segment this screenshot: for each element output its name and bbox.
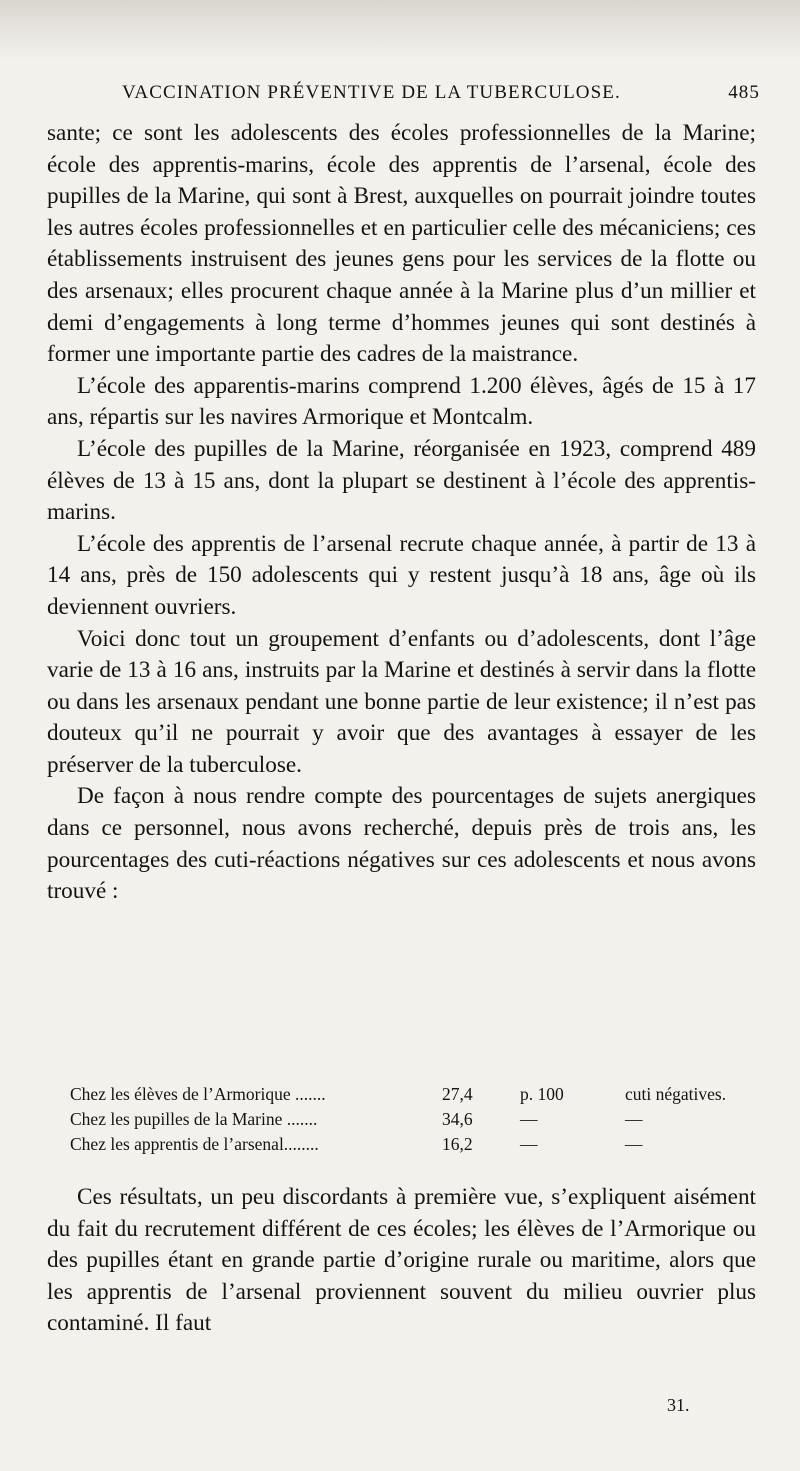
paragraph: L’école des apprentis de l’arsenal recrute chaque année, à partir de 13 à 14 ans, près de 150 adolescents qui y restent jusqu’à 18 ans, âge où ils deviennent ouvriers. (47, 530, 756, 620)
running-title: VACCINATION PRÉVENTIVE DE LA TUBERCULOSE. (122, 82, 621, 103)
paragraph: Ces résultats, un peu discordants à première vue, s’expliquent aisément du fait du recrutement différent de ces écoles; les élèves de l’Armorique ou des pupilles étant en grande partie d’origine rurale ou maritime, alors que les apprentis de l’arsenal proviennent souvent du milieu ouvrier plus contaminé. Il faut (47, 1184, 756, 1337)
closing-text (47, 1182, 756, 1340)
results-label: Chez les élèves de l’Armorique ....... (70, 1084, 326, 1104)
paragraph: L’école des apparentis-marins comprend 1.200 élèves, âgés de 15 à 17 ans, répartis sur les navires Armorique et Montcalm. (47, 372, 756, 431)
main-text (47, 118, 756, 908)
results-table (70, 1082, 760, 1156)
paragraph: De façon à nous rendre compte des pourcentages de sujets anergiques dans ce personnel, nous avons recherché, depuis près de trois ans, les pourcentages des cuti-réactions négatives sur ces adolescents et nous avons trouvé : (47, 783, 756, 905)
results-unit: p. 100 (520, 1084, 564, 1104)
results-label: Chez les apprentis de l’arsenal........ (70, 1133, 319, 1154)
running-header (122, 82, 760, 112)
results-note: — (625, 1108, 643, 1129)
paragraph: L’école des pupilles de la Marine, réorganisée en 1923, comprend 489 élèves de 13 à 15 ans, dont la plupart se destinent à l’école des apprentis-marins. (47, 435, 756, 526)
paragraph: sante; ce sont les adolescents des écoles professionnelles de la Marine; école des apprentis-marins, école des apprentis de l’arsenal, école des pupilles de la Marine, qui sont à Brest, auxquelles on pourrait joindre toutes les autres écoles professionnelles et en particulier celle des mécaniciens; ces établissements instruisent des jeunes gens pour les services de la flotte ou des arsenaux; elles procurent chaque année à la Marine plus d’un millier et demi d’engagements à long terme d’hommes jeunes qui sont destinés à former une importante partie des cadres de la maistrance. (47, 120, 756, 368)
results-row (70, 1082, 760, 1107)
results-value: 27,4 (442, 1084, 473, 1104)
results-row (70, 1132, 760, 1157)
results-value: 16,2 (442, 1133, 473, 1154)
results-unit: — (520, 1108, 538, 1129)
results-unit: — (520, 1133, 538, 1154)
results-note: — (625, 1133, 643, 1154)
page-number: 485 (728, 82, 760, 103)
results-note: cuti négatives. (625, 1084, 727, 1104)
results-row (70, 1107, 760, 1132)
scan-shadow (0, 0, 800, 60)
results-value: 34,6 (442, 1108, 473, 1129)
results-label: Chez les pupilles de la Marine ....... (70, 1108, 318, 1129)
paragraph: Voici donc tout un groupement d’enfants ou d’adolescents, dont l’âge varie de 13 à 16 ans, instruits par la Marine et destinés à servir dans la flotte ou dans les arsenaux pendant une bonne partie de leur existence; il n’est pas douteux qu’il ne pourrait y avoir que des avantages à essayer de les préserver de la tuberculose. (47, 625, 756, 778)
signature-mark: 31. (667, 1395, 690, 1415)
